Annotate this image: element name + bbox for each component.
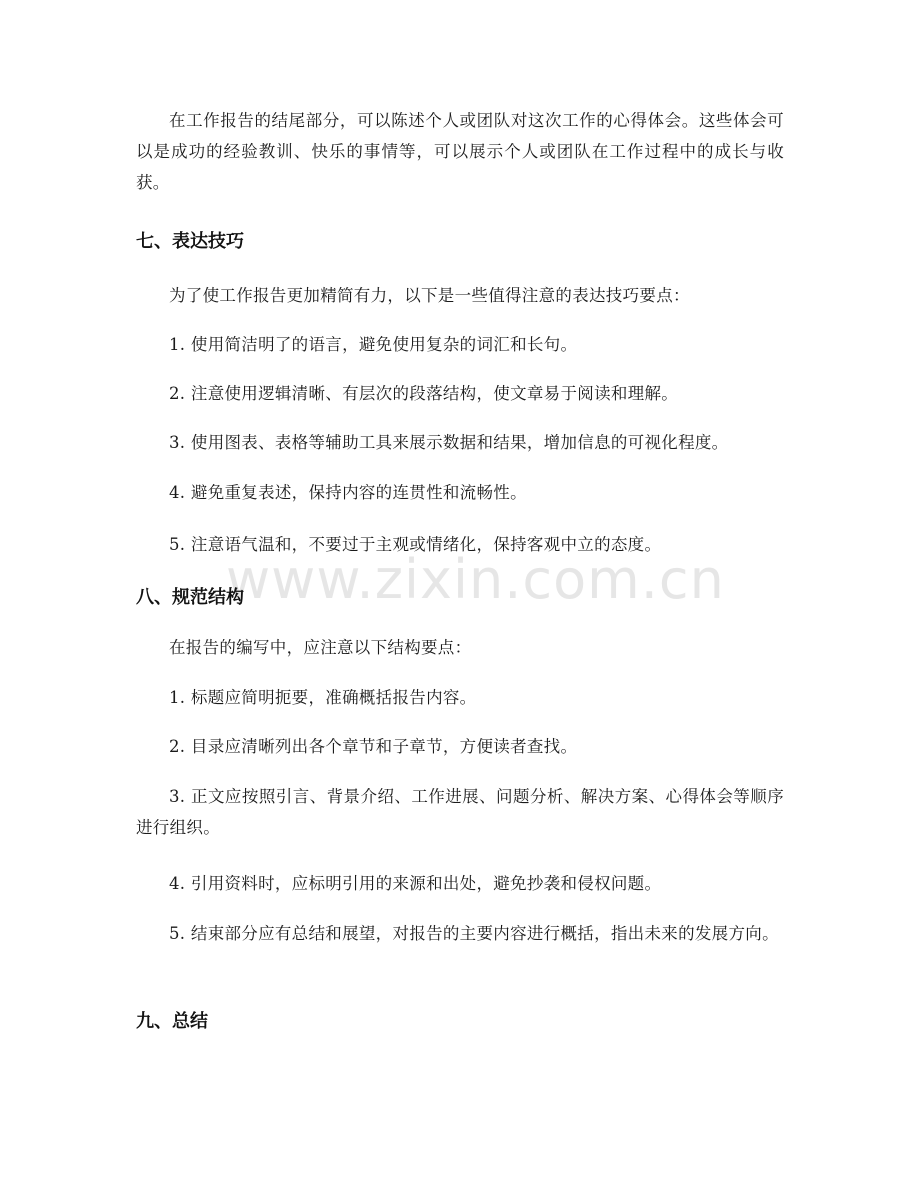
section-7-item-5: 5. 注意语气温和，不要过于主观或情绪化，保持客观中立的态度。 — [169, 535, 662, 554]
section-8-intro: 在报告的编写中，应注意以下结构要点： — [169, 638, 472, 657]
section-8-item-4: 4. 引用资料时，应标明引用的来源和出处，避免抄袭和侵权问题。 — [169, 874, 662, 893]
intro-paragraph: 在工作报告的结尾部分，可以陈述个人或团队对这次工作的心得体会。这些体会可以是成功的经验教训、快乐的事情等，可以展示个人或团队在工作过程中的成长与收获。 — [136, 111, 784, 192]
section-7-heading: 七、表达技巧 — [136, 231, 244, 252]
section-7-item-4: 4. 避免重复表述，保持内容的连贯性和流畅性。 — [169, 483, 527, 502]
section-8-item-3: 3. 正文应按照引言、背景介绍、工作进展、问题分析、解决方案、心得体会等顺序进行组织。 — [136, 787, 784, 837]
section-7-item-1: 1. 使用简洁明了的语言，避免使用复杂的词汇和长句。 — [169, 335, 578, 354]
section-8-item-2: 2. 目录应清晰列出各个章节和子章节，方便读者查找。 — [169, 737, 578, 756]
section-8-heading: 八、规范结构 — [136, 587, 244, 608]
section-8-item-5: 5. 结束部分应有总结和展望，对报告的主要内容进行概括，指出未来的发展方向。 — [169, 924, 779, 943]
watermark: www.zixin.com.cn — [226, 548, 725, 611]
section-7-item-2: 2. 注意使用逻辑清晰、有层次的段落结构，使文章易于阅读和理解。 — [169, 384, 679, 403]
section-8-item-1: 1. 标题应简明扼要，准确概括报告内容。 — [169, 688, 477, 707]
section-7-intro: 为了使工作报告更加精简有力，以下是一些值得注意的表达技巧要点： — [169, 286, 690, 305]
section-9-heading: 九、总结 — [136, 1011, 208, 1032]
section-7-item-3: 3. 使用图表、表格等辅助工具来展示数据和结果，增加信息的可视化程度。 — [169, 433, 729, 452]
